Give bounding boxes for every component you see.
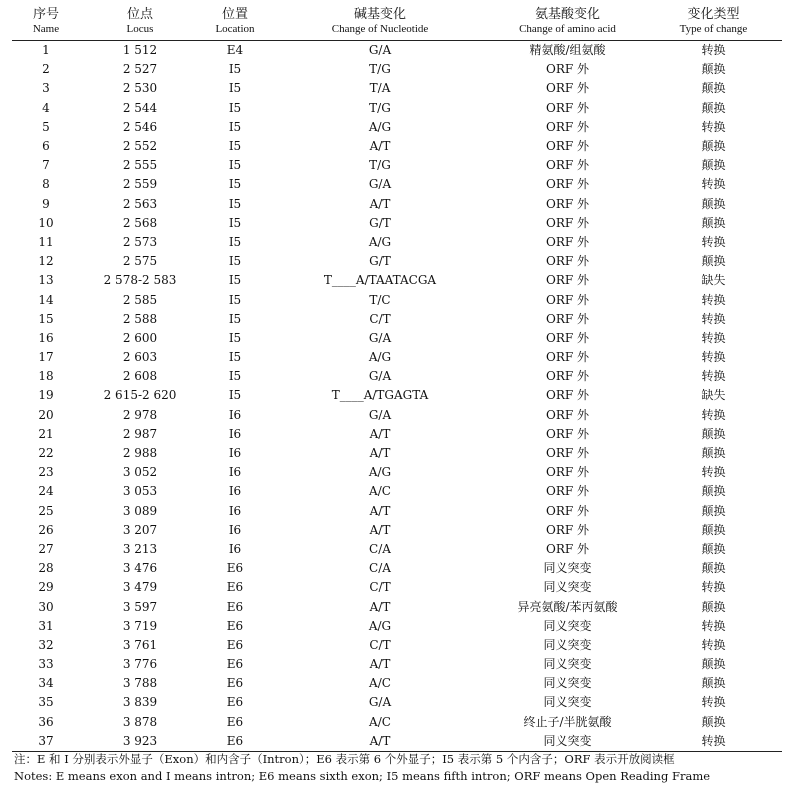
cell-name: 4 (42, 100, 50, 115)
table-row (12, 578, 782, 597)
cell-amino-acid: 精氨酸/组氨酸 (529, 43, 606, 58)
table-row (12, 425, 782, 444)
cell-nucleotide: A/T (270, 732, 490, 752)
table-row (12, 674, 782, 693)
table-row (12, 655, 782, 674)
cell-amino-acid: ORF 外 (545, 273, 589, 288)
table-row (12, 713, 782, 732)
cell-type: 颠换 (701, 503, 726, 518)
cell-location: I5 (228, 292, 242, 307)
cell-name: 5 (42, 119, 50, 134)
cell-name: 24 (38, 484, 54, 499)
cell-nucleotide: G/A (368, 369, 392, 384)
cell-name: 18 (38, 369, 54, 384)
cell-type: 颠换 (701, 599, 726, 614)
cell-type: 缺失 (701, 388, 726, 403)
cell-location: E6 (226, 695, 244, 710)
cell-name: 15 (38, 311, 54, 326)
table-row (12, 386, 782, 405)
cell-nucleotide: C/A (369, 541, 391, 556)
cell-type: 转换 (701, 119, 726, 134)
cell-location: I5 (228, 62, 242, 77)
cell-amino-acid: ORF 外 (545, 541, 589, 556)
cell-location: I6 (228, 484, 242, 499)
table-row (12, 290, 782, 309)
cell-location: E6 (226, 637, 244, 652)
cell-type: 颠换 (701, 139, 726, 154)
cell-location: I5 (228, 215, 242, 230)
cell-locus: 3 878 (122, 714, 158, 729)
cell-locus: 2 978 (122, 407, 158, 422)
table-row (12, 195, 782, 214)
cell-name: 21 (38, 426, 54, 441)
cell-locus: 2 546 (122, 119, 158, 134)
table-row (12, 348, 782, 367)
cell-name: 35 (38, 695, 54, 710)
cell-type: 转换 (701, 234, 726, 249)
cell-amino-acid: ORF 外 (545, 254, 589, 269)
header-en: Name (32, 23, 60, 35)
cell-amino-acid: 同义突变 (490, 732, 645, 752)
cell-type: 颠换 (701, 215, 726, 230)
cell-name: 26 (38, 522, 54, 537)
cell-name: 31 (38, 618, 54, 633)
cell-nucleotide: A/T (369, 196, 391, 211)
header-zh: 碱基变化 (353, 7, 406, 22)
cell-location: I5 (228, 254, 242, 269)
cell-amino-acid: ORF 外 (545, 62, 589, 77)
cell-amino-acid: ORF 外 (545, 234, 589, 249)
table-row (12, 310, 782, 329)
cell-nucleotide: A/G (368, 234, 392, 249)
header-location (200, 4, 270, 41)
cell-location: E4 (226, 43, 244, 58)
table-row (12, 482, 782, 501)
cell-location: E6 (226, 714, 244, 729)
table-row (12, 636, 782, 655)
cell-nucleotide: G/A (368, 177, 392, 192)
table-row (12, 540, 782, 559)
cell-type: 颠换 (701, 426, 726, 441)
cell-nucleotide: C/T (369, 637, 391, 652)
table-row (12, 444, 782, 463)
cell-type: 颠换 (701, 657, 726, 672)
cell-nucleotide: A/C (369, 484, 391, 499)
table-row (12, 79, 782, 98)
cell-location: I5 (228, 330, 242, 345)
cell-location: I5 (228, 158, 242, 173)
cell-type: 转换 (645, 732, 782, 752)
table-row (12, 118, 782, 137)
cell-type: 转换 (701, 311, 726, 326)
cell-amino-acid: ORF 外 (545, 446, 589, 461)
cell-type: 转换 (701, 369, 726, 384)
cell-amino-acid: 同义突变 (543, 618, 592, 633)
cell-nucleotide: A/C (369, 676, 391, 691)
cell-nucleotide: T/A (369, 81, 391, 96)
cell-locus: 2 575 (122, 254, 158, 269)
cell-locus: 3 719 (122, 618, 158, 633)
cell-location: I5 (228, 311, 242, 326)
cell-locus: 2 559 (122, 177, 158, 192)
cell-type: 颠换 (701, 446, 726, 461)
cell-location: I5 (228, 369, 242, 384)
cell-amino-acid: ORF 外 (545, 100, 589, 115)
cell-locus: 3 213 (122, 541, 158, 556)
cell-location: E6 (226, 657, 244, 672)
table-row (12, 137, 782, 156)
cell-name: 7 (42, 158, 50, 173)
cell-location: E6 (226, 599, 244, 614)
note-chinese: 注：E 和 I 分别表示外显子（Exon）和内含子（Intron）；E6 表示第 6 个外显子；I5 表示第 5 个内含子；ORF 表示开放阅读框 (14, 752, 675, 766)
table-row (12, 367, 782, 386)
cell-name: 28 (38, 561, 54, 576)
table-notes (14, 751, 784, 785)
cell-type: 转换 (701, 580, 726, 595)
cell-locus: 3 788 (122, 676, 158, 691)
cell-locus: 2 988 (122, 446, 158, 461)
cell-amino-acid: 同义突变 (543, 561, 592, 576)
cell-type: 转换 (701, 407, 726, 422)
cell-location: I5 (228, 119, 242, 134)
cell-locus: 3 923 (80, 732, 200, 752)
header-nucleotide (270, 4, 490, 41)
cell-amino-acid: ORF 外 (545, 369, 589, 384)
table-row (12, 60, 782, 79)
cell-name: 29 (38, 580, 54, 595)
cell-type: 颠换 (701, 100, 726, 115)
cell-locus: 2 552 (122, 139, 158, 154)
cell-nucleotide: A/T (369, 522, 391, 537)
cell-type: 转换 (701, 618, 726, 633)
table-row (12, 329, 782, 348)
cell-name: 16 (38, 330, 54, 345)
cell-amino-acid: 同义突变 (543, 580, 592, 595)
cell-location: I5 (228, 273, 242, 288)
cell-type: 颠换 (701, 676, 726, 691)
cell-locus: 2 578-2 583 (103, 273, 177, 288)
cell-locus: 3 207 (122, 522, 158, 537)
cell-amino-acid: ORF 外 (545, 311, 589, 326)
cell-amino-acid: 同义突变 (543, 695, 592, 710)
cell-nucleotide: G/A (368, 330, 392, 345)
cell-nucleotide: T/G (369, 158, 391, 173)
cell-nucleotide: C/T (369, 580, 391, 595)
cell-amino-acid: ORF 外 (545, 522, 589, 537)
cell-nucleotide: C/A (369, 561, 391, 576)
cell-nucleotide: A/T (369, 426, 391, 441)
header-row (12, 4, 782, 41)
cell-name: 17 (38, 350, 54, 365)
header-zh: 氨基酸变化 (534, 7, 600, 22)
cell-name: 32 (38, 637, 54, 652)
cell-amino-acid: ORF 外 (545, 330, 589, 345)
header-name (12, 4, 80, 41)
cell-locus: 2 563 (122, 196, 158, 211)
cell-amino-acid: ORF 外 (545, 158, 589, 173)
cell-type: 颠换 (701, 81, 726, 96)
cell-location: I5 (228, 196, 242, 211)
table-row (12, 597, 782, 616)
cell-nucleotide: A/G (368, 465, 392, 480)
cell-nucleotide: G/T (369, 254, 391, 269)
cell-locus: 3 776 (122, 657, 158, 672)
cell-locus: 2 608 (122, 369, 158, 384)
table-row (12, 732, 782, 752)
header-locus (80, 4, 200, 41)
cell-location: E6 (226, 561, 244, 576)
cell-type: 转换 (701, 177, 726, 192)
cell-name: 9 (42, 196, 50, 211)
cell-nucleotide: A/T (369, 503, 391, 518)
cell-amino-acid: ORF 外 (545, 177, 589, 192)
cell-amino-acid: ORF 外 (545, 119, 589, 134)
cell-type: 转换 (701, 637, 726, 652)
cell-amino-acid: ORF 外 (545, 407, 589, 422)
cell-amino-acid: 同义突变 (543, 657, 592, 672)
header-zh: 变化类型 (687, 7, 740, 22)
cell-nucleotide: G/T (369, 215, 391, 230)
table-row (12, 463, 782, 482)
table-row (12, 693, 782, 712)
cell-locus: 2 544 (122, 100, 158, 115)
cell-locus: 2 555 (122, 158, 158, 173)
cell-type: 颠换 (701, 714, 726, 729)
cell-nucleotide: A/G (368, 119, 392, 134)
cell-type: 转换 (701, 292, 726, 307)
cell-locus: 2 615-2 620 (103, 388, 177, 403)
cell-name: 12 (38, 254, 54, 269)
cell-locus: 2 987 (122, 426, 158, 441)
cell-location: E6 (226, 618, 244, 633)
cell-amino-acid: ORF 外 (545, 139, 589, 154)
table-row (12, 156, 782, 175)
cell-locus: 3 476 (122, 561, 158, 576)
cell-type: 颠换 (701, 158, 726, 173)
cell-type: 颠换 (701, 541, 726, 556)
header-en: Change of Nucleotide (331, 23, 429, 35)
cell-locus: 3 839 (122, 695, 158, 710)
cell-location: I6 (228, 522, 242, 537)
table-row (12, 502, 782, 521)
cell-location: I6 (228, 426, 242, 441)
table-row (12, 617, 782, 636)
cell-location: I6 (228, 541, 242, 556)
cell-type: 颠换 (701, 62, 726, 77)
cell-name: 6 (42, 139, 50, 154)
header-en: Change of amino acid (519, 23, 616, 35)
cell-type: 转换 (701, 43, 726, 58)
cell-location: I5 (228, 234, 242, 249)
cell-nucleotide: A/G (368, 350, 392, 365)
cell-nucleotide: G/A (368, 43, 392, 58)
cell-name: 14 (38, 292, 54, 307)
cell-nucleotide: A/C (369, 714, 391, 729)
cell-nucleotide: T____A/TGAGTA (331, 388, 429, 403)
cell-type: 颠换 (701, 254, 726, 269)
table-body (12, 41, 782, 752)
cell-nucleotide: A/T (369, 599, 391, 614)
cell-locus: 3 761 (122, 637, 158, 652)
table-row (12, 521, 782, 540)
note-english: Notes: E means exon and I means intron; E6 means sixth exon; I5 means fifth intron; ORF means Open Reading Frame (14, 769, 711, 783)
cell-name: 20 (38, 407, 54, 422)
cell-name: 19 (38, 388, 54, 403)
cell-type: 缺失 (701, 273, 726, 288)
table-row (12, 559, 782, 578)
cell-location: I5 (228, 139, 242, 154)
cell-nucleotide: A/T (369, 657, 391, 672)
cell-amino-acid: ORF 外 (545, 388, 589, 403)
cell-location: I5 (228, 177, 242, 192)
cell-location: E6 (200, 732, 270, 752)
cell-name: 25 (38, 503, 54, 518)
cell-type: 颠换 (701, 484, 726, 499)
cell-locus: 2 573 (122, 234, 158, 249)
table-row (12, 271, 782, 290)
cell-name: 1 (42, 43, 50, 58)
cell-amino-acid: ORF 外 (545, 215, 589, 230)
cell-name: 8 (42, 177, 50, 192)
table-row (12, 252, 782, 271)
cell-locus: 2 603 (122, 350, 158, 365)
cell-locus: 3 597 (122, 599, 158, 614)
cell-type: 颠换 (701, 561, 726, 576)
cell-name: 3 (42, 81, 50, 96)
mutation-table (12, 4, 782, 752)
cell-locus: 2 585 (122, 292, 158, 307)
cell-amino-acid: ORF 外 (545, 465, 589, 480)
cell-location: E6 (226, 676, 244, 691)
cell-type: 转换 (701, 695, 726, 710)
cell-type: 转换 (701, 350, 726, 365)
cell-name: 33 (38, 657, 54, 672)
cell-nucleotide: G/A (368, 695, 392, 710)
table-row (12, 233, 782, 252)
cell-locus: 2 530 (122, 81, 158, 96)
table-row (12, 214, 782, 233)
cell-amino-acid: ORF 外 (545, 484, 589, 499)
table-row (12, 99, 782, 118)
cell-location: I5 (228, 350, 242, 365)
cell-type: 转换 (701, 330, 726, 345)
cell-nucleotide: T/C (369, 292, 391, 307)
cell-nucleotide: A/G (368, 618, 392, 633)
cell-type: 颠换 (701, 522, 726, 537)
cell-amino-acid: 同义突变 (543, 676, 592, 691)
table-row (12, 41, 782, 61)
cell-amino-acid: ORF 外 (545, 426, 589, 441)
cell-location: E6 (226, 580, 244, 595)
table-header (12, 4, 782, 41)
header-zh: 位点 (126, 7, 153, 22)
header-en: Location (215, 23, 255, 35)
cell-locus: 3 052 (122, 465, 158, 480)
cell-nucleotide: A/T (369, 446, 391, 461)
cell-nucleotide: T/G (369, 100, 391, 115)
cell-location: I6 (228, 446, 242, 461)
cell-nucleotide: A/T (369, 139, 391, 154)
cell-locus: 1 512 (122, 43, 158, 58)
cell-name: 34 (38, 676, 54, 691)
cell-name: 36 (38, 714, 54, 729)
cell-name: 37 (12, 732, 80, 752)
cell-name: 23 (38, 465, 54, 480)
cell-type: 转换 (701, 465, 726, 480)
cell-location: I6 (228, 465, 242, 480)
cell-locus: 3 089 (122, 503, 158, 518)
header-zh: 序号 (32, 7, 59, 22)
cell-name: 10 (38, 215, 54, 230)
cell-location: I5 (228, 100, 242, 115)
cell-locus: 2 568 (122, 215, 158, 230)
cell-nucleotide: C/T (369, 311, 391, 326)
cell-amino-acid: ORF 外 (545, 292, 589, 307)
cell-amino-acid: ORF 外 (545, 503, 589, 518)
cell-name: 30 (38, 599, 54, 614)
cell-locus: 2 588 (122, 311, 158, 326)
cell-amino-acid: ORF 外 (545, 81, 589, 96)
cell-nucleotide: T/G (369, 62, 391, 77)
cell-name: 27 (38, 541, 54, 556)
header-zh: 位置 (221, 7, 248, 22)
cell-nucleotide: G/A (368, 407, 392, 422)
cell-locus: 3 053 (122, 484, 158, 499)
cell-amino-acid: 终止子/半胱氨酸 (523, 714, 612, 729)
cell-amino-acid: 异亮氨酸/苯丙氨酸 (517, 599, 618, 614)
cell-nucleotide: T____A/TAATACGA (323, 273, 437, 288)
cell-location: I6 (228, 503, 242, 518)
header-en: Type of change (679, 23, 748, 35)
header-en: Locus (126, 23, 154, 35)
table-row (12, 175, 782, 194)
cell-name: 13 (38, 273, 54, 288)
cell-name: 2 (42, 62, 50, 77)
cell-location: I5 (228, 388, 242, 403)
cell-locus: 2 600 (122, 330, 158, 345)
cell-name: 22 (38, 446, 54, 461)
cell-amino-acid: ORF 外 (545, 196, 589, 211)
header-type (645, 4, 782, 41)
cell-amino-acid: ORF 外 (545, 350, 589, 365)
table-row (12, 406, 782, 425)
cell-amino-acid: 同义突变 (543, 637, 592, 652)
cell-name: 11 (38, 234, 54, 249)
cell-location: I6 (228, 407, 242, 422)
cell-locus: 2 527 (122, 62, 158, 77)
cell-location: I5 (228, 81, 242, 96)
header-amino-acid (490, 4, 645, 41)
cell-locus: 3 479 (122, 580, 158, 595)
cell-type: 颠换 (701, 196, 726, 211)
